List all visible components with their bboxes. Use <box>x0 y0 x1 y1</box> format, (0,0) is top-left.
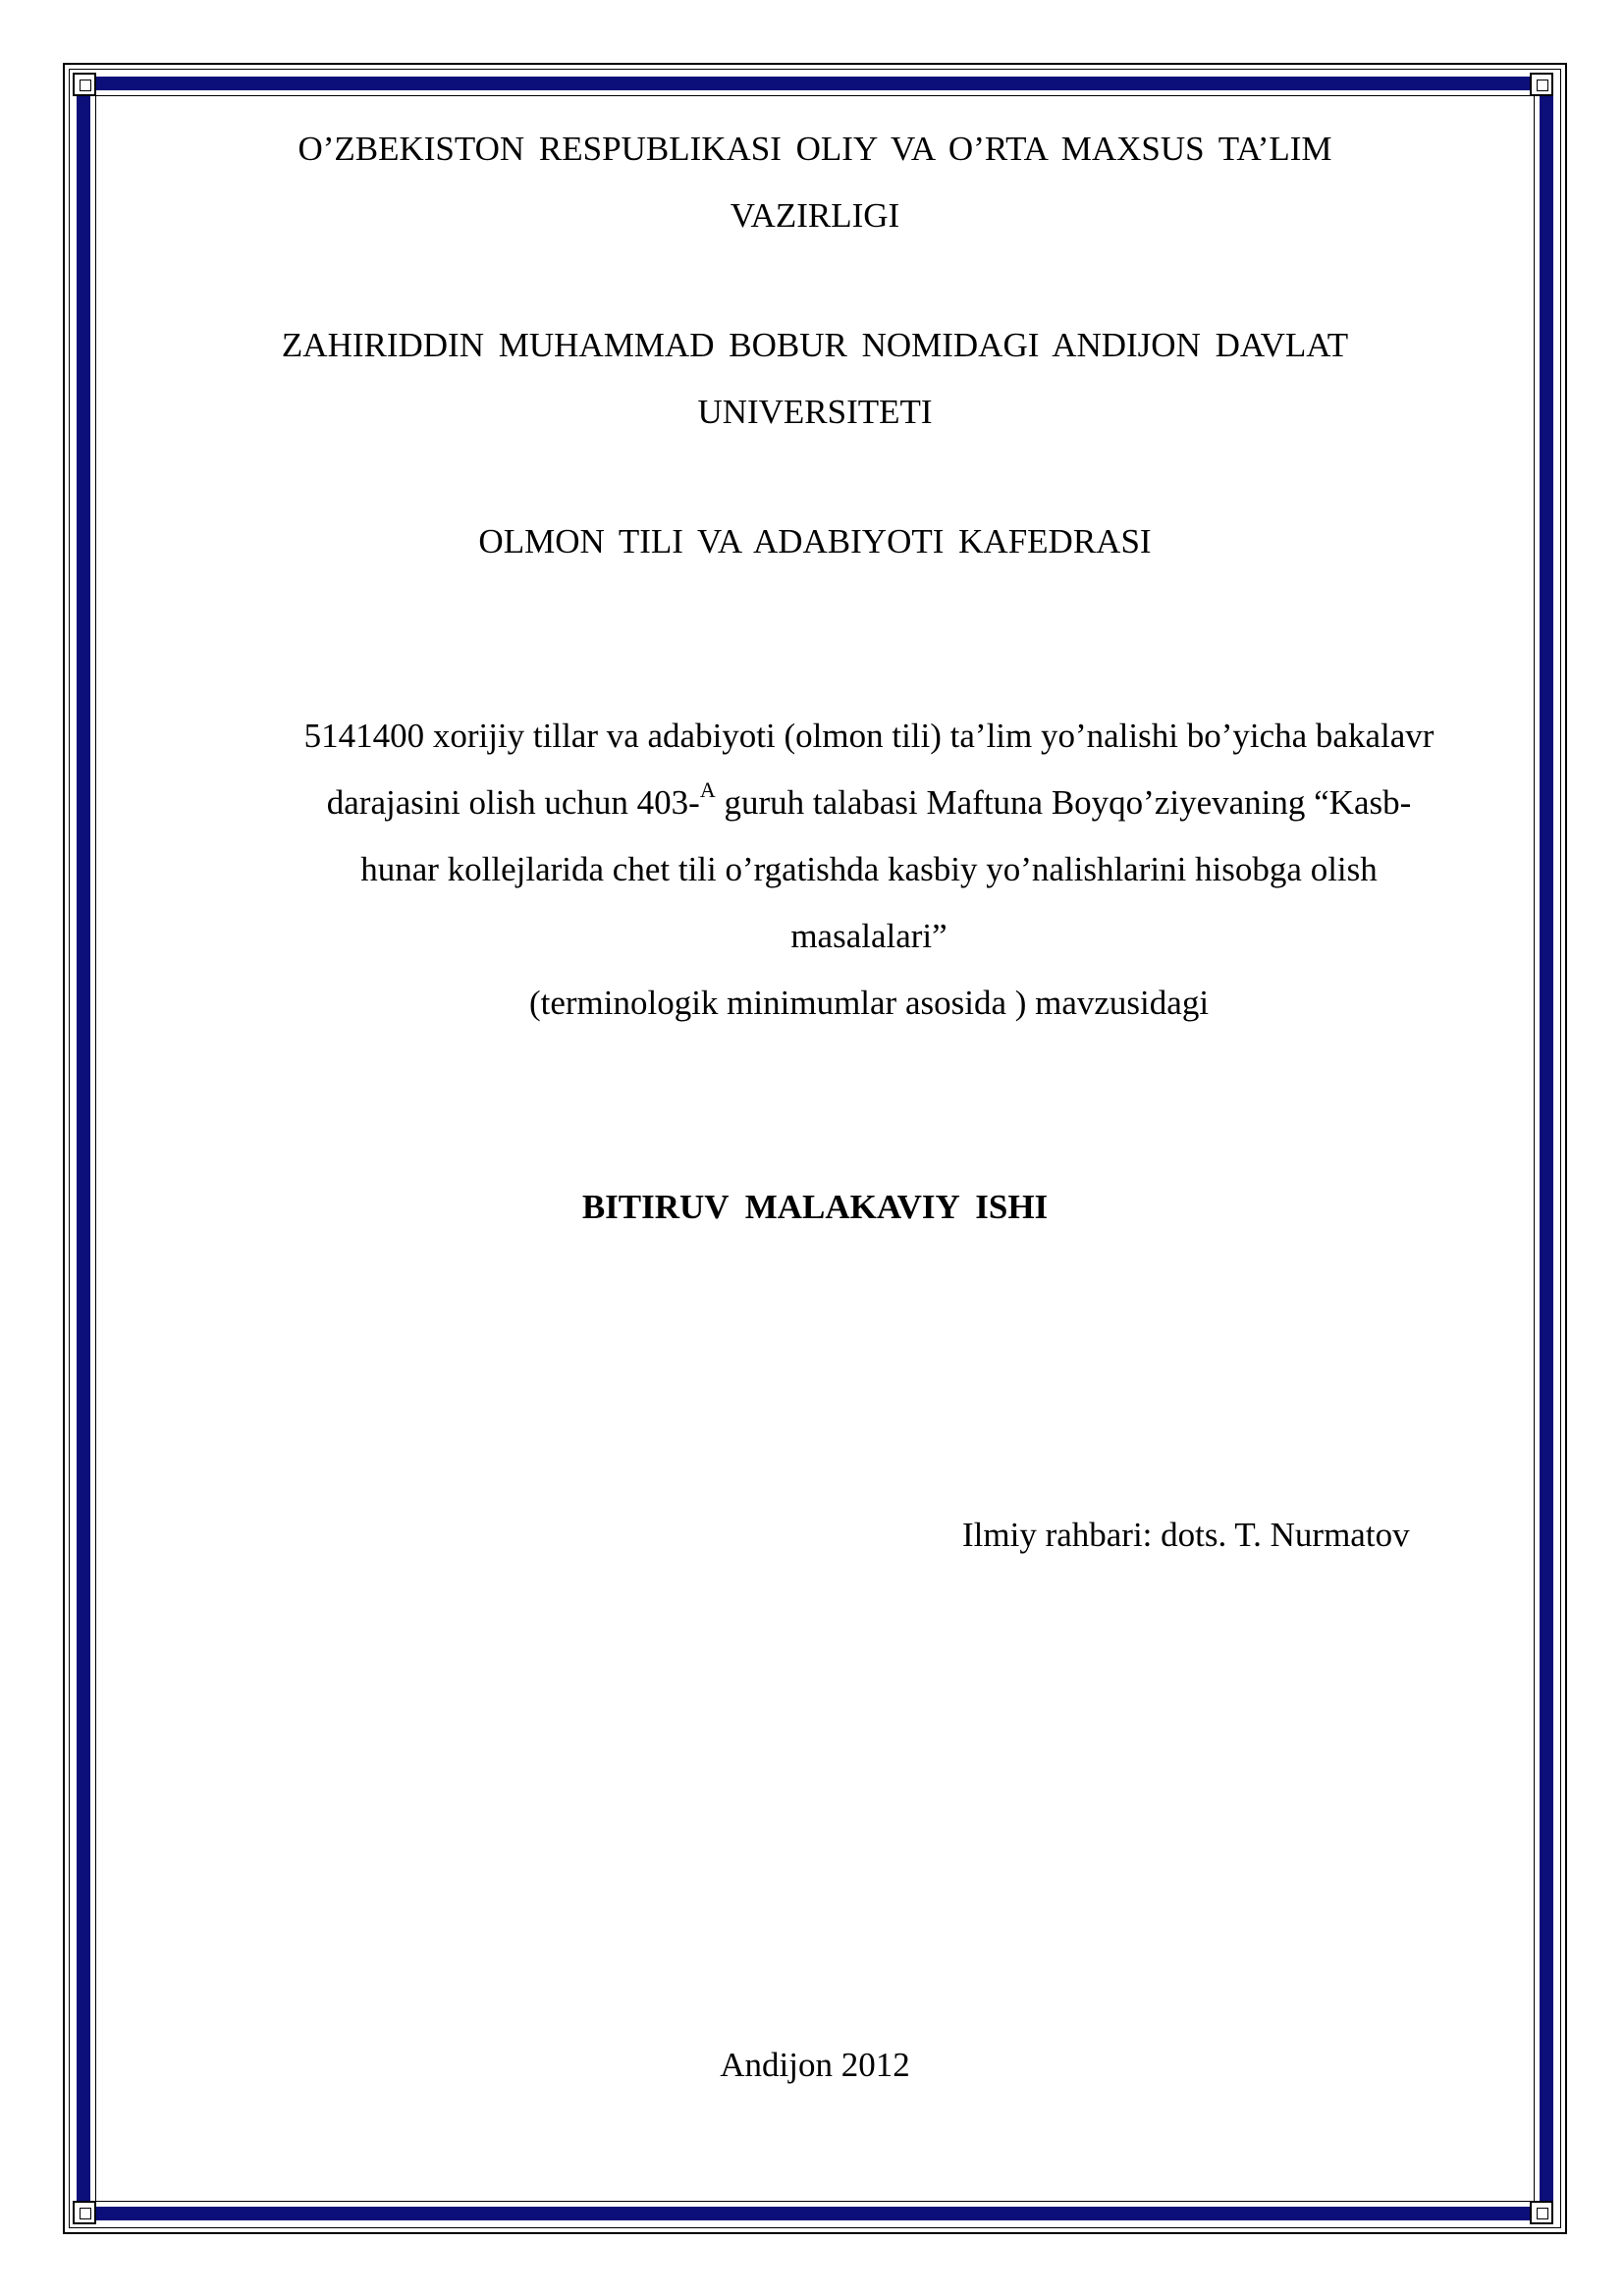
border-corner-ornament <box>1530 2201 1553 2224</box>
ministry-line-1: O’ZBEKISTON RESPUBLIKASI OLIY VA O’RTA MAXSUS TA’LIM <box>298 130 1332 168</box>
description-line-3: hunar kollejlarida chet tili o’rgatishda kasbiy yo’nalishlarini hisobga olish <box>360 850 1378 888</box>
group-letter-superscript: A <box>699 777 716 803</box>
department-name: OLMON TILI VA ADABIYOTI KAFEDRASI <box>478 522 1152 561</box>
ministry-line-2: VAZIRLIGI <box>730 196 900 235</box>
city-year: Andijon 2012 <box>720 2046 910 2084</box>
border-corner-ornament <box>1530 73 1553 96</box>
university-line-2: UNIVERSITETI <box>697 393 933 431</box>
work-type-title: BITIRUV MALAKAVIY ISHI <box>581 1188 1049 1226</box>
supervisor-line: Ilmiy rahbari: dots. T. Nurmatov <box>962 1516 1410 1554</box>
university-line-1: ZAHIRIDDIN MUHAMMAD BOBUR NOMIDAGI ANDIJON DAVLAT <box>281 326 1349 364</box>
department-heading <box>128 508 1502 575</box>
border-corner-ornament <box>73 73 96 96</box>
description-line-2 <box>226 770 1512 836</box>
description-line-2-end: guruh talabasi Maftuna Boyqo’ziyevaning “Kasb- <box>715 783 1412 822</box>
description-line-1: 5141400 xorijiy tillar va adabiyoti (olmon tili) ta’lim yo’nalishi bo’yicha bakalavr <box>303 717 1435 755</box>
thesis-description <box>226 703 1512 1037</box>
border-corner-ornament <box>73 2201 96 2224</box>
description-line-2-start: darajasini olish uchun 403- <box>326 783 700 822</box>
ministry-heading <box>128 116 1502 249</box>
university-heading <box>128 312 1502 446</box>
description-line-4: masalalari” <box>790 917 947 955</box>
description-line-5: (terminologik minimumlar asosida ) mavzusidagi <box>528 984 1210 1022</box>
